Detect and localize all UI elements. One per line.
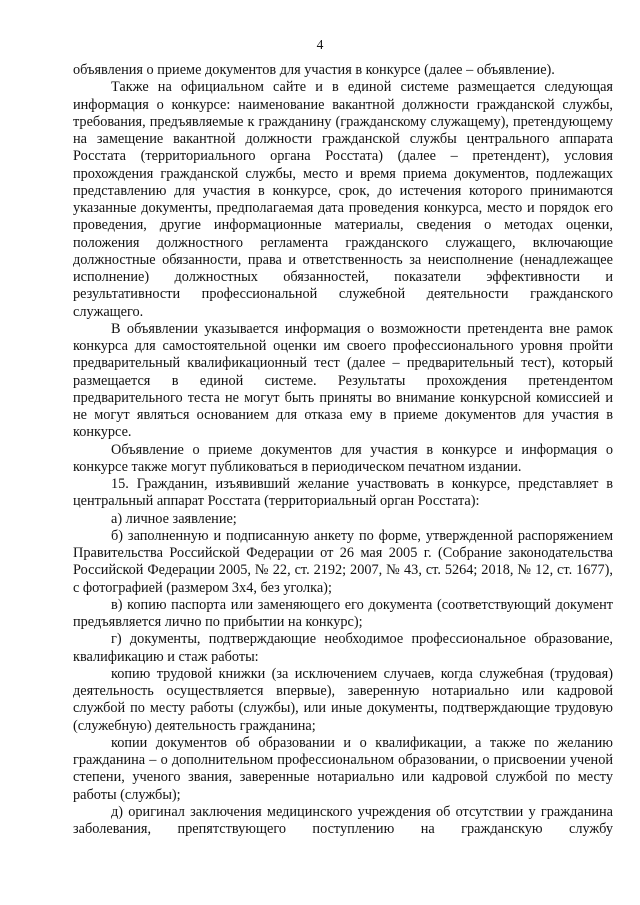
list-item-g-education-docs: копии документов об образовании и о квалификации, а также по желанию гражданина – о дополнительном профессиональном образовании, о присвоении ученой степени, ученого звания, заверенные нотариально или кадровой службой по месту работы (службы); [73,734,613,803]
page-number: 4 [316,37,324,52]
paragraph-periodical-publication: Объявление о приеме документов для участия в конкурсе и информация о конкурсе также могут публиковаться в периодическом печатном издании. [73,441,613,475]
list-item-b: б) заполненную и подписанную анкету по форме, утвержденной распоряжением Правительства Российской Федерации от 26 мая 2005 г. (Собрание законодательства Российской Федерации 2005, № 22, ст. 2192; 2007, № 43, ст. 5264; 2018, № 12, ст. 1677), с фотографией (размером 3х4, без уголка); [73,527,613,596]
list-item-g-labor-book: копию трудовой книжки (за исключением случаев, когда служебная (трудовая) деятельность осуществляется впервые), заверенную нотариально или кадровой службой по месту работы (службы), или иные документы, подтверждающие трудовую (служебную) деятельность гражданина; [73,665,613,734]
list-item-v: в) копию паспорта или заменяющего его документа (соответствующий документ предъявляется лично по прибытии на конкурс); [73,596,613,630]
paragraph-preliminary-test: В объявлении указывается информация о возможности претендента вне рамок конкурса для самостоятельной оценки им своего профессионального уровня пройти предварительный квалификационный тест (далее – предварительный тест), который размещается в единой системе. Результаты прохождения претендентом предварительного теста не могут быть приняты во внимание конкурсной комиссией и не могут являться основанием для отказа ему в приеме документов для участия в конкурсе. [73,320,613,441]
paragraph-continuation: объявления о приеме документов для участия в конкурсе (далее – объявление). [73,62,555,78]
document-body [73,62,613,838]
list-item-a: а) личное заявление; [111,510,237,527]
paragraph-clause-15: 15. Гражданин, изъявивший желание участвовать в конкурсе, представляет в центральный аппарат Росстата (территориальный орган Росстата): [73,476,613,510]
list-item-d: д) оригинал заключения медицинского учреждения об отсутствии у гражданина заболевания, препятствующего поступлению на гражданскую службу [73,803,613,837]
paragraph-official-site-info: Также на официальном сайте и в единой системе размещается следующая информация о конкурсе: наименование вакантной должности гражданской службы, требования, предъявляемые к гражданину (гражданскому служащему), претендующему на замещение вакантной должности гражданской службы центрального аппарата Росстата (территориального органа Росстата) (далее – претендент), условия прохождения гражданской службы, место и время приема документов, подлежащих представлению для участия в конкурсе, срок, до истечения которого принимаются указанные документы, предполагаемая дата проведения конкурса, место и порядок его проведения, другие информационные материалы, сведения о методах оценки, положения должностного регламента гражданского служащего, включающие должностные обязанности, права и ответственность за неисполнение (ненадлежащее исполнение) должностных обязанностей, показатели эффективности и результативности профессиональной служебной деятельности гражданского служащего. [73,79,613,320]
list-item-g: г) документы, подтверждающие необходимое профессиональное образование, квалификацию и стаж работы: [73,631,613,665]
